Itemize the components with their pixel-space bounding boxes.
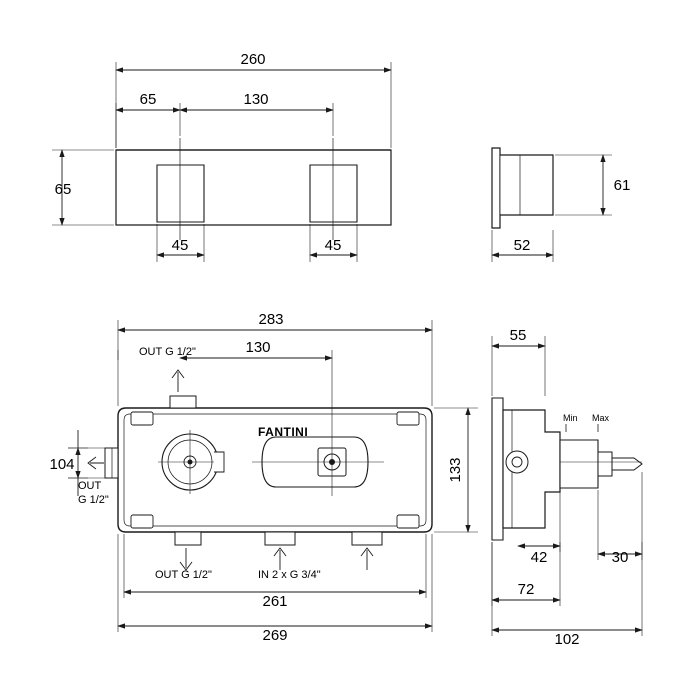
dim-section-overall-depth: 102 <box>554 631 580 648</box>
dim-section-top-depth: 55 <box>509 327 527 344</box>
dim-body-inner-width: 261 <box>262 593 288 610</box>
brand-logo: FANTINI <box>258 425 309 439</box>
dim-body-height: 104 <box>49 456 75 473</box>
dim-handle-left-width: 45 <box>171 237 189 254</box>
label-out-left-line2: G 1/2" <box>78 494 109 506</box>
view-top-side <box>492 148 553 228</box>
label-out-left-line1: OUT <box>78 480 102 492</box>
dim-top-overall-width: 260 <box>240 51 266 68</box>
dim-body-center-span: 130 <box>245 339 271 356</box>
dim-section-mid-depth: 72 <box>517 581 535 598</box>
label-min: Min <box>563 413 578 423</box>
dim-body-flange-width: 269 <box>262 627 288 644</box>
view-body-front <box>105 396 432 545</box>
dim-body-overall-width: 283 <box>258 311 284 328</box>
dim-section-spindle-left: 42 <box>530 549 548 566</box>
dim-section-spindle-right: 30 <box>611 549 629 566</box>
dim-top-left-offset: 65 <box>139 91 157 108</box>
label-in-bottom: IN 2 x G 3/4" <box>258 569 321 581</box>
dim-top-center-span: 130 <box>243 91 269 108</box>
label-max: Max <box>592 413 610 423</box>
dim-handle-right-width: 45 <box>324 237 342 254</box>
dim-side-depth: 52 <box>513 237 531 254</box>
dim-side-height: 61 <box>613 177 631 194</box>
dim-top-height: 65 <box>54 181 72 198</box>
label-out-bottom: OUT G 1/2" <box>155 569 212 581</box>
dim-body-overall-height: 133 <box>447 457 464 483</box>
label-out-top: OUT G 1/2" <box>139 346 196 358</box>
